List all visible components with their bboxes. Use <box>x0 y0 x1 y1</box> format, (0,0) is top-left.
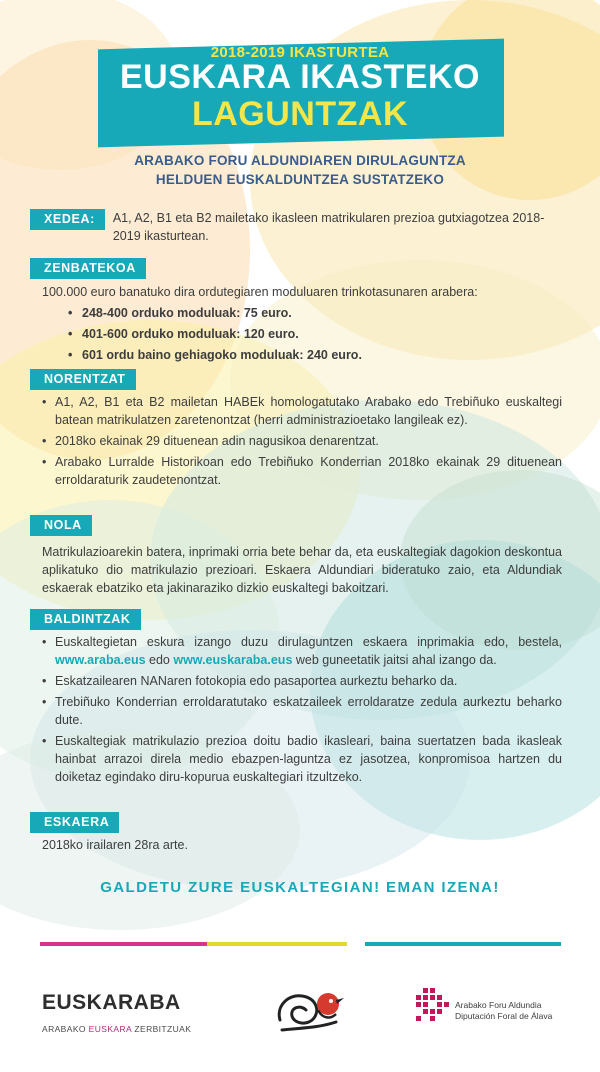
section-zenbatekoa <box>30 258 562 366</box>
afa-emblem-icon <box>413 986 451 1030</box>
section-tag-baldintzak: BALDINTZAK <box>30 609 141 630</box>
eskaera-text: 2018ko irailaren 28ra arte. <box>42 838 188 852</box>
norentzat-list <box>30 393 562 489</box>
module-item: • 401-600 orduko moduluak: 120 euro. <box>68 324 562 345</box>
module-item: • 248-400 orduko moduluak: 75 euro. <box>68 303 562 324</box>
list-item: • Eskatzailearen NANaren fotokopia edo pasaportea aurkeztu beharko da. <box>42 672 562 690</box>
divider-teal <box>365 942 561 946</box>
araba-link[interactable]: www.araba.eus <box>55 653 146 667</box>
list-item: • Euskaltegietan eskura izango duzu dirulaguntzen eskaera inprimakia edo, bestela, www.araba.eus edo www.euskaraba.eus web guneetatik jaitsi ahal izango da. <box>42 633 562 669</box>
section-xedea <box>30 209 562 245</box>
afa-logo: Arabako Foru Aldundia Diputación Foral de Álava <box>413 986 573 1036</box>
title-line-1: EUSKARA IKASTEKO <box>120 58 480 96</box>
section-tag-norentzat: NORENTZAT <box>30 369 136 390</box>
list-item: • Euskaltegiak matrikulazio prezioa doitu badio ikasleari, baina suertatzen bada ikasleak hainbat arrazoi direla medio ebazpen-laguntza ez jasotzea, konpromisoa hartzen du doiketaz egindako diru-kopurua euskaltegiari itzultzeko. <box>42 732 562 786</box>
section-eskaera <box>30 812 562 854</box>
euskaraba-link[interactable]: www.euskaraba.eus <box>173 653 293 667</box>
module-list <box>30 303 562 366</box>
section-tag-zenbatekoa: ZENBATEKOA <box>30 258 146 279</box>
section-norentzat <box>30 369 562 492</box>
list-item: • 2018ko ekainak 29 dituenean adin nagusikoa denarentzat. <box>42 432 562 450</box>
module-item: • 601 ordu baino gehiagoko moduluak: 240 euro. <box>68 345 562 366</box>
euskaraba-logo: EUSKARABA ARABAKO EUSKARA ZERBITZUAK <box>42 991 192 1034</box>
section-tag-nola: NOLA <box>30 515 92 536</box>
xedea-text: A1, A2, B1 eta B2 mailetako ikasleen matrikularen prezioa gutxiagotzea 2018-2019 ikasturtean. <box>112 211 545 243</box>
section-tag-eskaera: ESKAERA <box>30 812 119 833</box>
subtitle: ARABAKO FORU ALDUNDIAREN DIRULAGUNTZA HELDUEN EUSKALDUNTZEA SUSTATZEKO <box>134 153 466 187</box>
call-to-action: GALDETU ZURE EUSKALTEGIAN! EMAN IZENA! <box>100 879 500 896</box>
nola-text: Matrikulazioarekin batera, inprimaki orria bete behar da, eta euskaltegiak dagokion deskontua aplikatuko dio matrikulazio prezioari. Eskaera Aldundiari bideratuko zaio, eta Aldundiak eskaerak ebatziko eta jakinaraziko dizkio euskaltegi bakoitzari. <box>42 545 562 595</box>
list-item: • A1, A2, B1 eta B2 mailetan HABEk homologatutako Arabako edo Trebiñuko euskaltegi batean matrikulatzen zaretenontzat (herri administrazioetako langileak ez). <box>42 393 562 429</box>
section-tag-xedea: XEDEA: <box>30 209 105 230</box>
divider-yellow <box>207 942 347 946</box>
zenbatekoa-intro: 100.000 euro banatuko dira ordutegiaren moduluaren trinkotasunaren arabera: <box>42 285 478 299</box>
bird-logo-icon <box>270 984 350 1044</box>
title-line-2: LAGUNTZAK <box>191 95 409 133</box>
section-nola <box>30 515 562 597</box>
baldintzak-list <box>30 633 562 786</box>
list-item: • Trebiñuko Konderrian erroldaratutako eskatzaileek erroldaratze zedula aurkeztu beharko dute. <box>42 693 562 729</box>
list-item: • Arabako Lurralde Historikoan edo Trebiñuko Konderrian 2018ko ekainak 29 dituenean erroldaraturik zaudetenontzat. <box>42 453 562 489</box>
section-baldintzak <box>30 609 562 789</box>
school-year: 2018-2019 IKASTURTEA <box>210 44 390 61</box>
